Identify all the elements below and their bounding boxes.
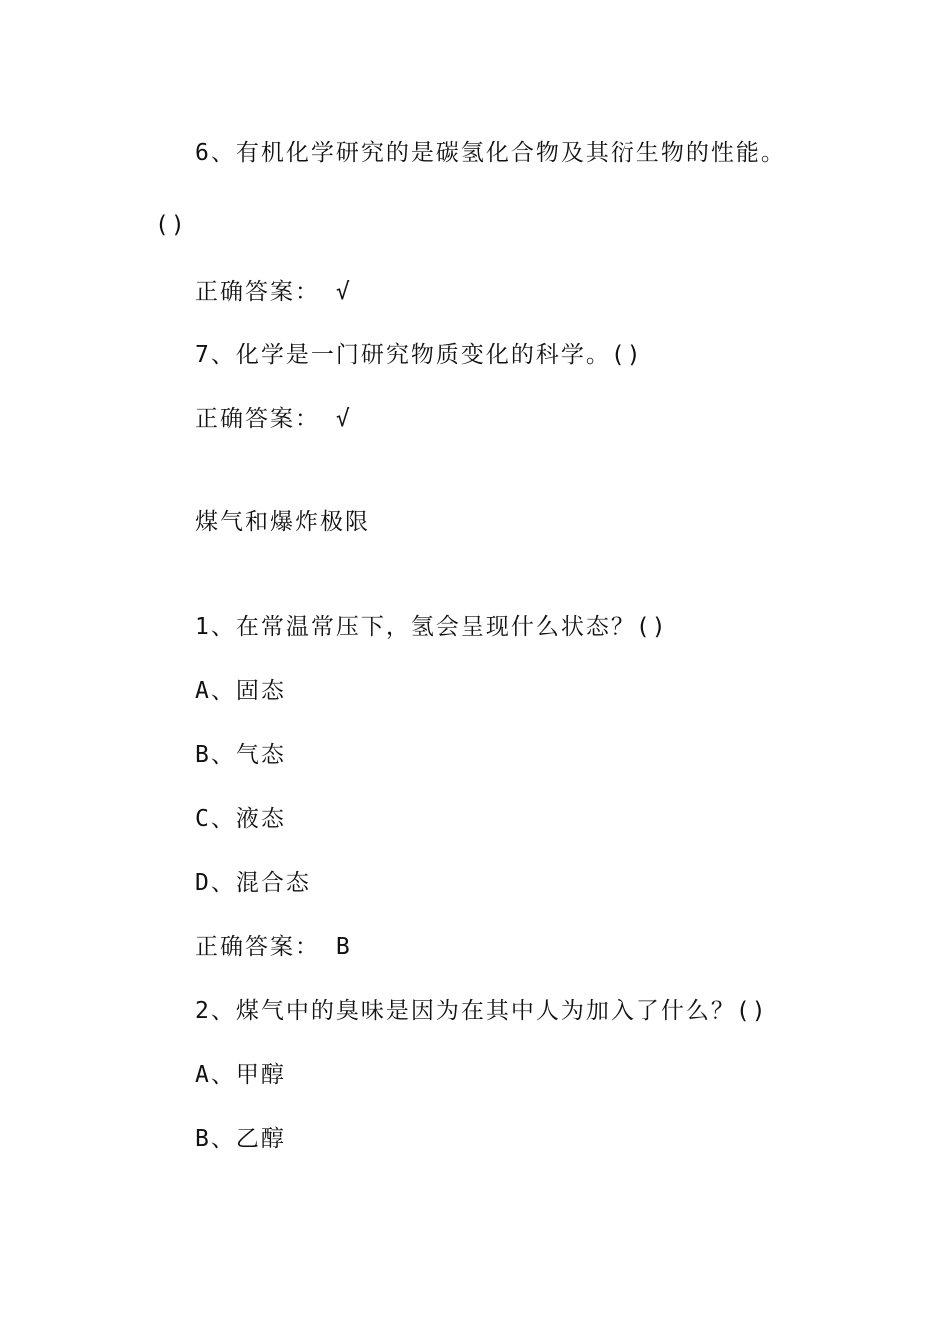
section-question-2-text: 2、煤气中的臭味是因为在其中人为加入了什么？() xyxy=(195,998,768,1024)
section-question-1-option-a: A、固态 xyxy=(195,678,286,704)
section-question-2-option-b: B、乙醇 xyxy=(195,1126,286,1152)
question-7-answer: 正确答案： √ xyxy=(195,406,352,432)
question-6-answer: 正确答案： √ xyxy=(195,279,352,305)
section-question-1-option-c: C、液态 xyxy=(195,806,286,832)
section-question-1-option-b: B、气态 xyxy=(195,742,286,768)
question-6-blank: () xyxy=(155,212,187,238)
section-question-1-answer: 正确答案： B xyxy=(195,934,352,960)
question-7-text: 7、化学是一门研究物质变化的科学。() xyxy=(195,342,643,368)
section-question-2-option-a: A、甲醇 xyxy=(195,1062,286,1088)
section-question-1-option-d: D、混合态 xyxy=(195,870,311,896)
section-title: 煤气和爆炸极限 xyxy=(195,509,370,535)
question-6-text: 6、有机化学研究的是碳氢化合物及其衍生物的性能。 xyxy=(195,140,786,166)
section-question-1-text: 1、在常温常压下，氢会呈现什么状态？() xyxy=(195,614,668,640)
